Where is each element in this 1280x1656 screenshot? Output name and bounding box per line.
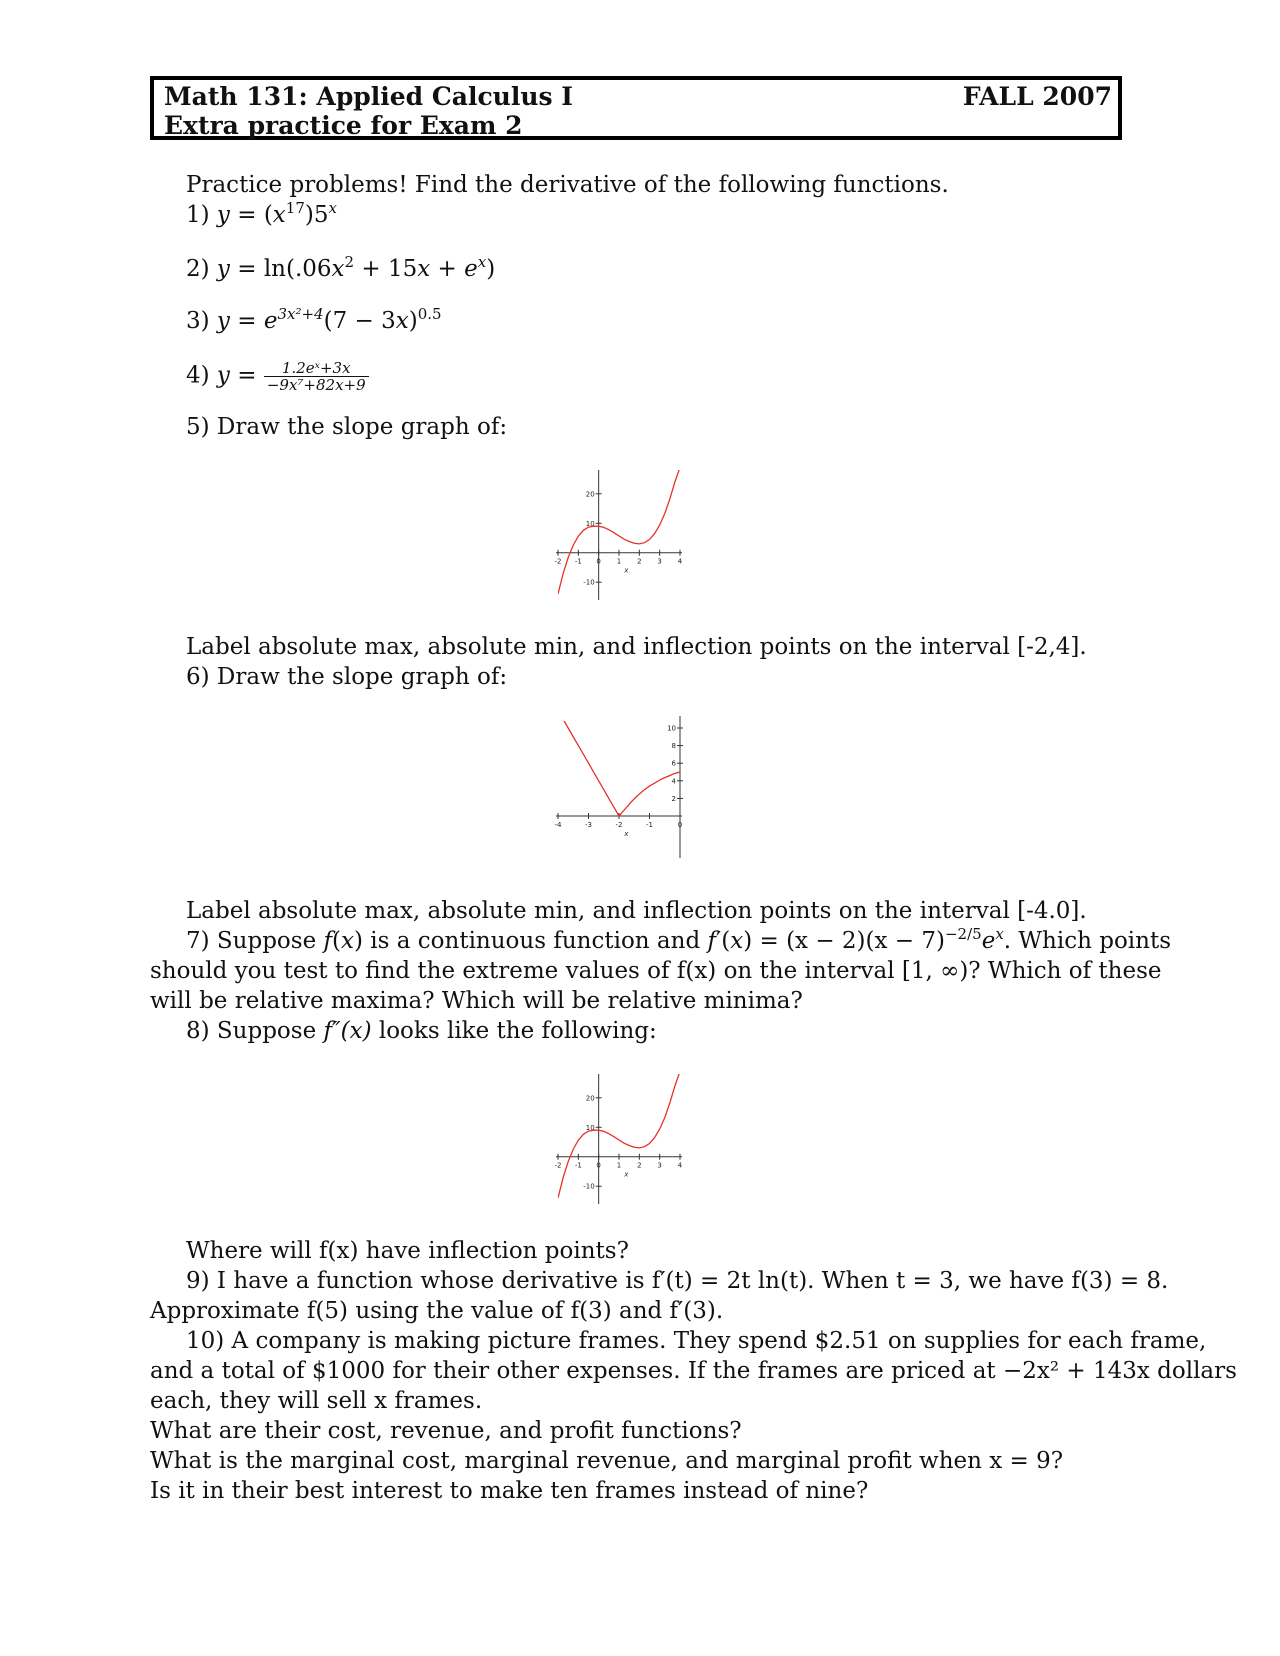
problem-2: 2) $y = \ln(.06x^2 + 15x + e^x)$	[186, 253, 496, 282]
v-shaped-graph	[554, 716, 718, 860]
x-tick-label: -2	[554, 557, 562, 566]
y-tick-label: 10	[667, 724, 676, 733]
x-tick-label: -1	[574, 1161, 582, 1170]
y-tick-label: 20	[585, 490, 595, 499]
header-box	[150, 76, 1122, 140]
problem-7-line-1: 7) Suppose f(x) is a continuous function and $f'(x) = (x - 2)(x - 7)^{-2/5}e^x$. Which points	[186, 925, 1172, 954]
term-label: FALL 2007	[962, 82, 1112, 111]
fraction: $\frac{\text{1.2eˣ+3x}}{\text{−9x⁷+82x+9}}$	[264, 360, 369, 393]
x-tick-label: 3	[657, 1161, 662, 1170]
series-line	[564, 721, 680, 816]
problem-6: 6) Draw the slope graph of:	[186, 664, 508, 690]
problem-8-question: Where will f(x) have inflection points?	[186, 1238, 629, 1264]
x-tick-label: 1	[616, 1161, 622, 1170]
problem-7-line-3: will be relative maxima? Which will be relative minima?	[150, 988, 803, 1014]
series-line	[558, 1071, 680, 1198]
problem-8: 8) Suppose f″(x) looks like the following:	[186, 1018, 657, 1044]
y-tick-label: 10	[585, 1123, 595, 1132]
y-tick-label: 2	[671, 794, 676, 803]
problem-9-line-2: Approximate f(5) using the value of f(3) and f′(3).	[150, 1298, 724, 1324]
x-axis-label: x	[624, 830, 629, 838]
course-title: Math 131: Applied Calculus I	[164, 82, 573, 111]
x-tick-label: -1	[646, 821, 653, 829]
problem-10-line-3: each, they will sell x frames.	[150, 1388, 483, 1414]
x-tick-label: 0	[596, 1161, 601, 1170]
x-axis-label: x	[624, 566, 629, 575]
x-tick-label: 3	[657, 557, 662, 566]
intro-text: Practice problems! Find the derivative of the following functions.	[186, 172, 949, 198]
x-tick-label: -1	[574, 557, 582, 566]
problem-1: 1) $y = (x^{17})5^x$	[186, 199, 337, 228]
x-tick-label: 2	[637, 1161, 642, 1170]
y-tick-label: -10	[583, 1182, 595, 1191]
problem-10-question-1: What are their cost, revenue, and profit functions?	[150, 1418, 742, 1444]
problem-7-line-2: should you test to find the extreme values of f(x) on the interval [1, ∞)? Which of these	[150, 958, 1162, 984]
x-tick-label: -4	[554, 821, 562, 829]
y-tick-label: 4	[671, 777, 676, 786]
x-tick-label: 2	[637, 557, 642, 566]
y-tick-label: 8	[671, 742, 676, 751]
y-tick-label: 20	[585, 1094, 595, 1103]
y-tick-label: 10	[585, 519, 595, 528]
x-tick-label: 4	[677, 557, 683, 566]
x-axis-label: x	[624, 1170, 629, 1179]
y-tick-label: -10	[583, 578, 595, 587]
x-tick-label: -3	[585, 821, 592, 829]
problem-10-line-1: 10) A company is making picture frames. They spend $2.51 on supplies for each frame,	[186, 1328, 1207, 1354]
x-tick-label: 4	[677, 1161, 683, 1170]
problem-9-line-1: 9) I have a function whose derivative is f′(t) = 2t ln(t). When t = 3, we have f(3) = 8.	[186, 1268, 1169, 1294]
exam-subtitle: Extra practice for Exam 2	[164, 111, 523, 140]
x-tick-label: -2	[615, 821, 623, 829]
problem-10-question-2: What is the marginal cost, marginal revenue, and marginal profit when x = 9?	[150, 1448, 1064, 1474]
problem-4: 4) y = $\frac{\text{1.2eˣ+3x}}{\text{−9x⁷+82x+9}}$	[186, 360, 369, 393]
x-tick-label: 0	[596, 557, 601, 566]
problem-6-label: Label absolute max, absolute min, and inflection points on the interval [-4.0].	[186, 898, 1087, 924]
x-tick-label: 1	[616, 557, 622, 566]
problem-10-question-3: Is it in their best interest to make ten frames instead of nine?	[150, 1478, 869, 1504]
problem-5-label: Label absolute max, absolute min, and inflection points on the interval [-2,4].	[186, 634, 1087, 660]
x-tick-label: 0	[677, 821, 683, 829]
cubic-graph-1	[554, 470, 718, 602]
problem-3: 3) $y = e^{3x^2+4}(7 - 3x)^{0.5}$	[186, 305, 442, 334]
cubic-graph-2	[554, 1074, 718, 1206]
problem-10-line-2: and a total of $1000 for their other expenses. If the frames are priced at −2x² + 143x dollars	[150, 1358, 1237, 1384]
series-line	[558, 467, 680, 594]
x-tick-label: -2	[554, 1161, 562, 1170]
problem-5: 5) Draw the slope graph of:	[186, 414, 508, 440]
y-tick-label: 6	[671, 759, 676, 768]
